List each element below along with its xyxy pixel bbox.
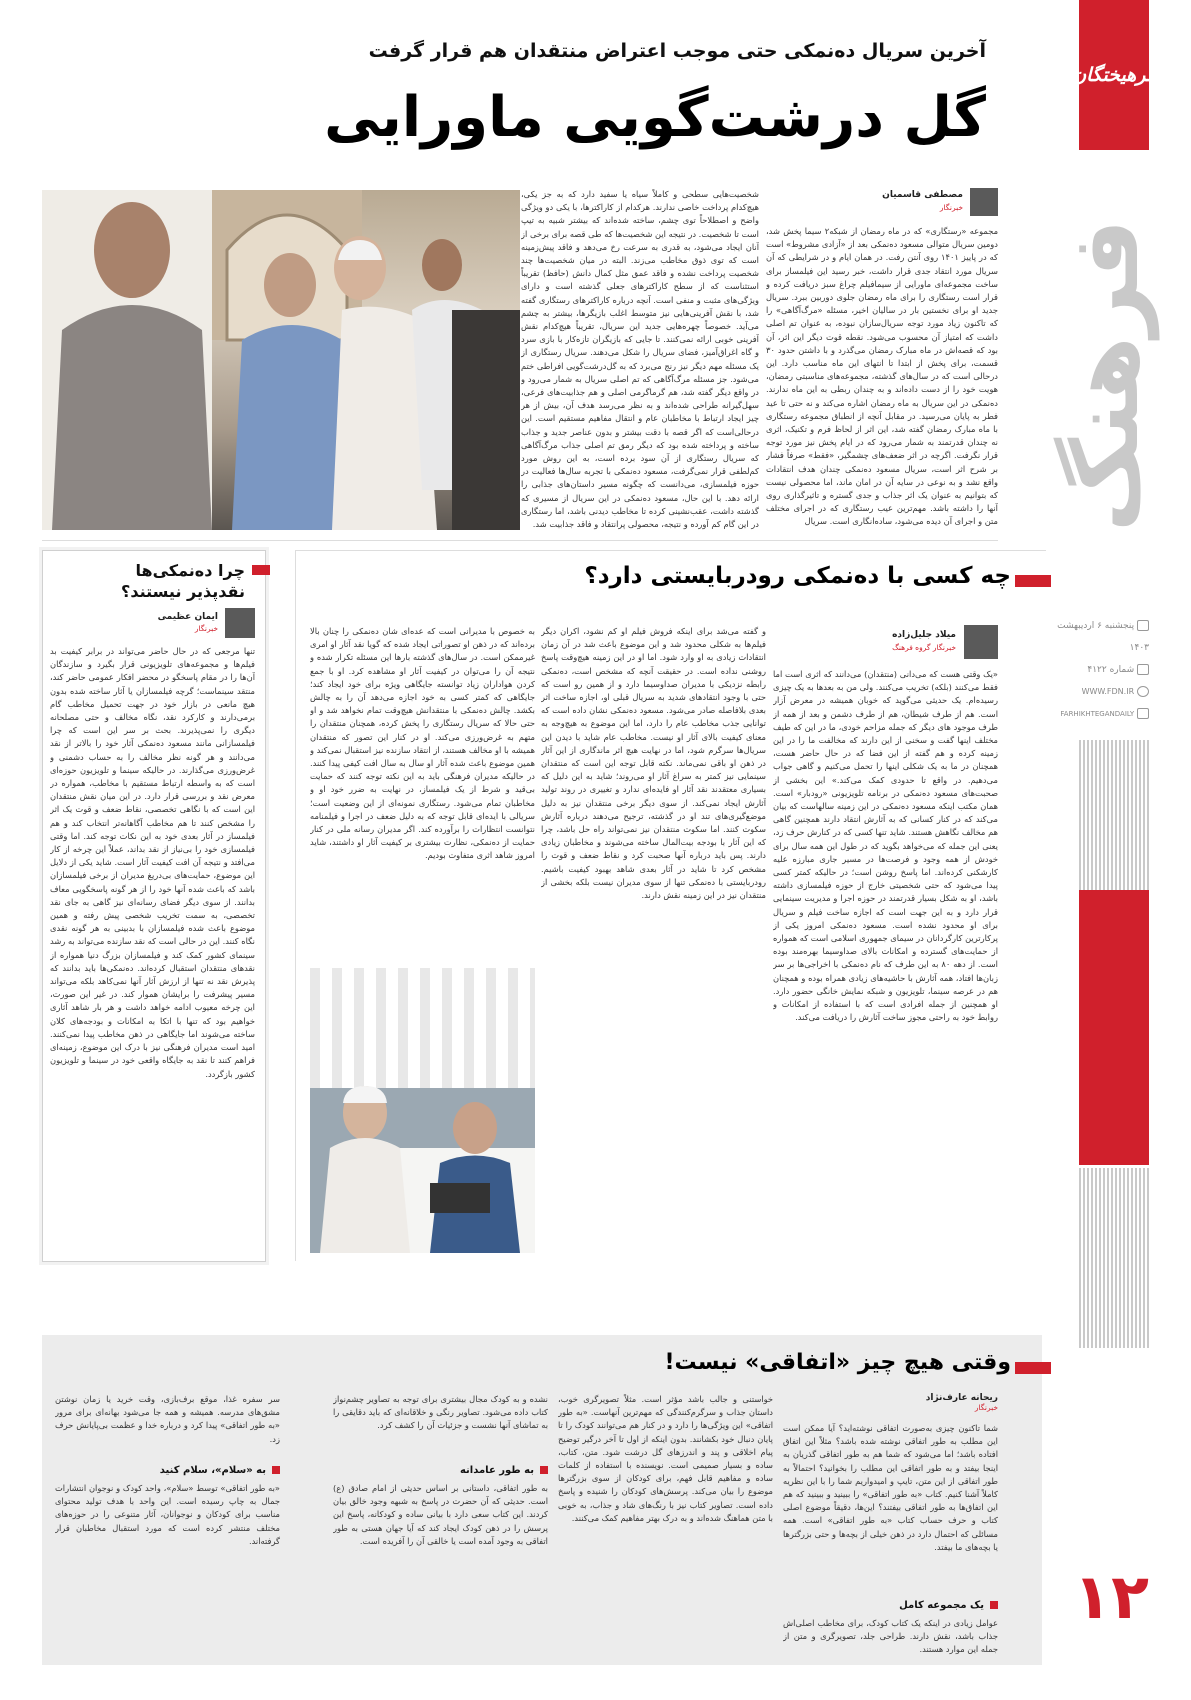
issue-info <box>1039 615 1149 725</box>
article3-col1-sub-body: عوامل زیادی در اینکه یک کتاب کودک، برای مخاطب اصلی‌اش جذاب باشد، نقش دارند. طراحی جلد، تصویرگری و متن از جمله این موارد هستند. <box>783 1618 998 1655</box>
article3-column-1: شما تاکنون چیزی به‌صورت اتفاقی نوشته‌اید؟ آیا ممکن است این مطلب به طور اتفاقی نوشته شده باشد؟ مثلاً این اتفاق افتاده باشد؛ اما می‌شود که شما هم به طور اتفاقی گذریان به اینجا بیفتد و به طور اتفاقی این مطلب را بخوانید؟ احتمالاً به‌ طور اتفاقی از این متن، تایپ و امیدواریم شما را با این نظریه کاملاً آشنا کنیم. کتاب «به طور اتفاقی» را ببینید و ببینید که هم این اتفاق‌ها به طور اتفاقی بیفتند؟ این‌ها، دقیقاً موضوع اصلی کتاب و حرف حساب کتاب «به طور اتفاقی» است. همه مسائلی که احتمال دارد در ذهن خیلی از بچه‌ها و حتی بزرگترها یا بچه‌های ما بیفتد. <box>783 1423 998 1552</box>
right-red-bar <box>1079 890 1149 1165</box>
section-vertical-title <box>1052 160 1160 590</box>
article2-headline: چه کسی با ده‌نمکی رودربایستی دارد؟ <box>584 563 1011 589</box>
article3-column-2: خواستنی و جالب باشد مؤثر است. مثلاً تصویرگری خوب، داستان جذاب و سرگرم‌کنندگی که مهم‌ترین آنهاست. «به طور اتفاقی» این ویژگی‌ها را دارد و در کنار هم می‌توانند کودک را تا پایان دنبال خود بکشانند. بدون اینکه از اول تا آخر درگیر توضیح پیام اخلاقی و پند و اندرزهای گل درشت شود. متن، کتاب، ساده و بسیار صمیمی است. نویسنده با استفاده از کلمات ساده و مفاهیم قابل فهم، برای کودکان از سوی بزرگترها موضوع را بیان می‌کند. پرسش‌های کودکان را شنیده و پاسخ داده است. تصاویر کتاب نیز با رنگ‌های شاد و جذاب، به خوبی با متن هماهنگ شده‌اند و به درک بهتر مفاهیم کمک می‌کنند. <box>558 1394 773 1523</box>
author-role: خبرنگار <box>194 624 218 633</box>
sidebar-author <box>50 608 255 638</box>
article2-column-1: «یک وقتی هست که می‌دانی (منتقدان) می‌دانند که اثری است اما فقط می‌کنند (بلکه) تخریب می‌کنند. ولی من به بعدها به یک چیزی رسیده‌ام. یک حدیثی می‌گوید که خوبان همیشه در معرض آزار است. هم از طرف شیطان، هم از طرف دشمن و بعد از همه از طرف موجود های دیگر که جمله مزاحم خودی، ما در این که طیف مختلف اینها گفت و سخنی از این دارند که مخالفت ما را در این زمینه کرده و هم گفته از این فضا که در حال حاضر هست، همچنان در ما به یک شکلی اینها را تحمل می‌کنیم و گاهی جواب می‌دهیم. در واقع تا حدودی کمک می‌کند.» این بخشی از صحبت‌های مسعود ده‌نمکی در برنامه تلویزیونی «رودبار» است. همان مکتب اینکه مسعود ده‌نمکی در این زمینه سالهاست که بیان می‌کند که در کنار کسانی که به آثارش انتقاد دارند همچنین گاهی هم مخالف نگاهش هستند. شاید تنها کسی که در کنارش حرف زد، یعنی این جمله که می‌خواهد بگوید که در طول این همه سال برای خودش از همه وجود و فرصت‌ها در مسیر جاری مبارزه علیه کارشکنی کرده‌اند. اما پاسخ روشن است؛ در حالیکه کمتر کسی پیدا می‌شود که حتی شخصیتی خارج از حوزه فیلمسازی داشته باشد، او به شکل بسیار قدرتمند در حوزه اجرا و مدیریت سینمایی قرار دارد و به این جهت است که اجازه ساخت فیلم و سریال برای او محدود نشده است. مسعود ده‌نمکی امروز یکی از پرکارترین کارگردانان در سیمای جمهوری اسلامی است که همواره از حمایت‌های گسترده و امکانات بالای صداوسیما بهره‌مند بوده است. از دهه ۸۰ به این طرف که نام ده‌نمکی با اخراجی‌ها بر سر زبان‌ها افتاد، همه آثارش با حاشیه‌های زیادی همراه بوده و همچنان هم در عرصه سینما، تلویزیون و شبکه نمایش خانگی حضور دارد. او همچنین از جمله افرادی است که با استفاده از امکانات و روابط خود به راحتی مجوز ساخت آثارش را دریافت می‌کند. <box>773 669 998 1023</box>
date-row <box>1039 615 1149 659</box>
article3-col1-subhead <box>783 1600 998 1611</box>
author-name: ایمان عظیمی <box>157 612 218 622</box>
photo-scene-illustration <box>310 968 535 1253</box>
author-role: خبرنگار <box>939 203 963 212</box>
page-number: ۱۲ <box>1073 1560 1149 1633</box>
website-row <box>1039 681 1149 703</box>
sidebar-title <box>50 560 245 602</box>
divider-top <box>42 540 998 541</box>
website[interactable]: WWW.FDN.IR <box>1081 687 1135 696</box>
article2-column-2: و گفته می‌شد برای اینکه فروش فیلم او کم نشود، اکران دیگر فیلم‌ها به شکلی محدود شد و این موضوع باعث شد در آن زمان انتقادات زیادی به او وارد شود. اما او در این زمینه هیچ‌وقت پاسخ روشنی نداده است. در حقیقت آنچه که مشخص است، ده‌نمکی رابطه نزدیکی با مدیران صداوسیما دارد و از همین رو است که حتی با وجود انتقادهای شدید به سریال قبلی او، اجازه ساخت اثر بعدی بلافاصله صادر می‌شود. مسعود ده‌نمکی نشان داده است که توانایی جذب مخاطب عام را دارد، اما این موضوع به هیچ‌وجه به معنای کیفیت بالای آثار او نیست. مخاطب عام شاید با دیدن این سریال‌ها سرگرم شود، اما در نهایت هیچ اثر ماندگاری از این آثار در ذهن او باقی نمی‌ماند. نکته قابل توجه این است که منتقدان سینمایی نیز کمتر به سراغ آثار او می‌روند؛ شاید به این دلیل که بسیاری معتقدند نقد آثار او فایده‌ای ندارد و تغییری در روند تولید آثارش ایجاد نمی‌کند. از سوی دیگر برخی منتقدان نیز به دلیل موضع‌گیری‌های تند او در گذشته، ترجیح می‌دهند درباره آثارش سکوت کنند. اما سکوت منتقدان نیز نمی‌تواند راه حل باشد، چرا که این آثار با بودجه بیت‌المال ساخته می‌شوند و مخاطبان زیادی دارند. پس باید درباره آنها صحبت کرد و نقاط ضعف و قوت را مشخص کرد تا شاید در آثار بعدی شاهد بهبود کیفیت باشیم. رودربایستی با ده‌نمکی تنها از سوی مدیران نیست بلکه بخشی از منتقدان نیز در این زمینه نقش دارند. <box>541 626 766 901</box>
article1-column-1: مجموعه «رستگاری» که در ماه رمضان از شبکه۲ سیما پخش شد، دومین سریال متوالی مسعود ده‌نمکی بعد از «آزادی مشروط» است که در پاییز ۱۴۰۱ روی آنتن رفت. در همان ایام و در شرایطی که آن سریال مورد انتقاد جدی قرار داشت، خبر رسید این فیلمساز برای ساخت مجموعه‌ای ماورایی از سیمافیلم چراغ سبز دریافت کرده و قرار است رستگاری را برای ماه رمضان جلوی دوربین ببرد. سریال جدید او برای نخستین بار در سالیان اخیر، مسئله «مرگ‌آگاهی» را که تاکنون زیاد مورد توجه سریال‌سازان نبوده، به عنوان تم اصلی داشت که امتیاز آن محسوب می‌شود. نقطه قوت دیگر این اثر، آن بود که قصه‌اش در ماه مبارک رمضان می‌گذرد و با داشتن حدود ۳۰ قسمت، برای پخش از ابتدا تا انتهای این ماه مناسب دارد. این درحالی است که در سال‌های گذشته، مجموعه‌های مناسبتی رمضان، هویت خود را از دست داده‌اند و به چندان ربطی به این ماه ندارند. ده‌نمکی در این سریال به ماه رمضان اشاره می‌کند و نه حتی تا عید فطر به پایان می‌رسید. در مقابل آنچه از انطباق مجموعه رستگاری با ماه مبارک رمضان گفته شد، این اثر از لحاظ فرم و تکنیک، اثری نه چندان قدرتمند به شمار می‌رود که در ایام پخش نیز مورد توجه قرار نگرفت. اگرچه در اثر ضعف‌های چشمگیر، «فقط» صرفاً فشار بر شرح اثر است، سریال مسعود ده‌نمکی چندان هدف انتقادات واقع نشد و به نوعی در سایه آن در امان ماند، اما محصولی نیست که بتوانیم به عنوان یک اثر جذاب و جدی گستره و تاثیرگذاری روی آنها را داشته باشد. مهم‌ترین عیب رستگاری که در اجرای مختلف متن و اجرای آن دیده می‌شود، ساده‌انگاری است. سریال <box>766 226 998 527</box>
author-name: میلاد جلیل‌زاده <box>892 630 956 640</box>
article2-column-3: به خصوص با مدیرانی است که عده‌ای شان ده‌نمکی را چنان بالا برده‌اند که در ذهن او تصوراتی ایجاد شده که گویا نقد آثار او امری غیرممکن است. در سال‌های گذشته بارها این مسئله تکرار شده و نتیجه آن را می‌توان در کیفیت آثار او مشاهده کرد. او با جمع کردن هواداران زیاد توانسته جایگاهی ویژه برای خود ایجاد کند؛ جایگاهی که کمتر کسی به خود اجازه می‌دهد آن را به چالش بکشد. چالش ده‌نمکی با منتقدانش هیچ‌وقت تمام نخواهد شد و او حتی حالا که سریال رستگاری را پخش کرده، همچنان منتقدان را متهم به غرض‌ورزی می‌کند. او در کنار این تصور که منتقدان همیشه با او مخالف هستند، از انتقاد سازنده نیز استقبال نمی‌کند و همین موضوع باعث شده آثار او سال به سال افت کیفی پیدا کنند. در حالیکه مدیران فرهنگی باید به این نکته توجه کنند که حمایت بی‌قید و شرط از یک فیلمساز، در نهایت به ضرر خود او و مخاطبان تمام می‌شود. رستگاری نمونه‌ای از این وضعیت است؛ سریالی با ایده‌ای قابل توجه که به دلیل ضعف در اجرا و فیلمنامه نتوانست انتظارات را برآورده کند. اگر مدیران رسانه ملی در کنار حمایت از ده‌نمکی، نظارت بیشتری بر کیفیت آثار او داشتند، شاید امروز شاهد اثری متفاوت بودیم. <box>310 626 535 861</box>
author-avatar <box>964 625 998 659</box>
article3-column-3: نشده و به کودک مجال بیشتری برای توجه به تصاویر چشم‌نواز کتاب داده می‌شود. تصاویر رنگی و خلاقانه‌ای که باید دقایقی را به تماشای آنها نشست و جزئیات آن را کشف کرد. <box>333 1394 548 1431</box>
subhead-marker <box>272 1466 280 1474</box>
right-hatch-bottom <box>1079 1168 1149 1348</box>
author-role: خبرنگار <box>974 1403 998 1412</box>
article3-author <box>783 1393 998 1417</box>
article2-red-accent <box>1015 575 1051 587</box>
article1-column-2: شخصیت‌هایی سطحی و کاملاً سیاه یا سفید دارد که به جز یکی، هیچ‌کدام پرداخت خاصی ندارند. هرکدام از کاراکترها، با یکی دو ویژگی واضح و اصطلاحاً توی چشم، ساخته شده‌اند که بیشتر شبیه به تیپ است تا شخصیت. در نتیجه این شخصیت‌ها که طی قصه برای برخی از آنان ایجاد می‌شود، به قدری به سرعت رخ می‌دهد و فاقد پیش‌زمینه است که توی ذوق مخاطب می‌زند. البته در میان شخصیت‌ها چند شخصیت پرداخت نشده و فاقد عمق مثل کمال دانش (حافظ) تقریباً استثناست که از سطح کاراکترهای جعلی گذشته است و دارای ویژگی‌های مثبت و منفی است. آنچه درباره کاراکترهای رستگاری گفته شد، با نقش آفرینی‌هایی نیز متوسط اغلب بازیگرها، بیشتر به چشم می‌آید. خصوصاً چهره‌هایی جدید این سریال، تقریباً هیچ‌کدام نقش آفرینی خوبی ارائه نمی‌کنند. تا جایی که بازیگران تازه‌کار با بازی سرد و گاه اغراق‌آمیز، فضای سریال را شکل می‌دهند. سریال رستگاری از یک مسئله مهم دیگر نیز رنج می‌برد که به گل‌درشت‌گویی افراطی ختم می‌شود. جز مسئله مرگ‌آگاهی که تم اصلی سریال به شمار می‌رود و در واقع دیگر گفته شد، هم گرماگرمی اصلی و هم جذابیت‌های فرعی، سهل‌گیرانه طراحی شده‌اند و به نظر می‌رسد هدف آن، بیش از هر چیز ایجاد ارتباط با مخاطبان عام و انتقال مفاهیم مستقیم است. این درحالی‌است که اگر قصه با دقت بیشتر و بدون عناصر جدید و جذاب ساخته و پرداخته شده بود که دیگر رمق تم اصلی جذاب مرگ‌آگاهی که سریال رستگاری از آن سود برده است، به این روش مورد کم‌لطفی قرار نمی‌گرفت، مسعود ده‌نمکی با تجربه سال‌ها فعالیت در حوزه فیلمسازی، می‌دانست که چگونه مسیر داستان‌های جذابی را ارائه دهد. با این حال، مسعود ده‌نمکی در این سریال از مسیری که گذشته داشت، عقب‌نشینی کرده تا مخاطب دیدنی باشد، اما رستگاری در این گام کم آورده و نتیجه، محصولی پرانتقاد و فاقد جذابیت شد. <box>521 189 759 530</box>
sidebar-red-accent <box>252 565 270 575</box>
globe-icon <box>1137 686 1149 697</box>
photo-scene-illustration <box>42 190 520 530</box>
brand-block <box>1072 0 1156 150</box>
article3-col3-subhead <box>333 1465 548 1476</box>
article2-author <box>773 625 998 665</box>
brand-logo: فرهیختگان <box>1072 64 1156 86</box>
subhead-marker <box>540 1466 548 1474</box>
share-icon <box>1137 708 1149 719</box>
author-avatar <box>225 608 255 638</box>
subhead-text: به طور عامدانه <box>459 1465 534 1476</box>
article2-photo <box>310 968 535 1253</box>
article3-col4-sub-body: «به طور اتفاقی» توسط «سلام»، واحد کودک و نوجوان انتشارات جمال به چاپ رسیده است. این واحد با هدف تولید محتوای مناسب برای کودکان و نوجوانان، آثار متنوعی را در حوزه‌های مختلف منتشر کرده است که مورد استقبال مخاطبان قرار گرفته‌اند. <box>55 1483 280 1546</box>
article1-headline: گل درشت‌گویی ماورایی <box>324 85 986 150</box>
author-role: خبرنگار گروه فرهنگ <box>892 643 956 652</box>
author-name: مصطفی قاسمیان <box>882 190 963 200</box>
author-name: ریحانه عارف‌نژاد <box>925 1393 998 1403</box>
issue-date: پنجشنبه ۶ اردیبهشت ۱۴۰۳ <box>1057 621 1149 653</box>
subhead-text: به «سلام»، سلام کنید <box>159 1465 266 1476</box>
author-avatar <box>970 188 998 216</box>
subhead-text: یک مجموعه کامل <box>899 1600 984 1611</box>
article3-headline: وقتی هیچ چیز «اتفاقی» نیست! <box>664 1350 1011 1375</box>
article1-photo <box>42 190 520 530</box>
article3-column-4: سر سفره غذا، موقع برف‌بازی، وقت خرید یا زمان نوشتن مشق‌های مدرسه. همیشه و همه جا می‌شود بهانه‌ای برای مرور «به طور اتفاقی» پیدا کرد و درباره خدا و عظمت بی‌پایانش حرف زد. <box>55 1394 280 1444</box>
article3-col4-subhead <box>55 1465 280 1476</box>
sidebar-title-line1: چرا ده‌نمکی‌ها <box>135 561 245 580</box>
issue-number: شماره ۴۱۲۲ <box>1087 665 1135 675</box>
right-hatch-top <box>1079 740 1149 890</box>
social-row <box>1039 703 1149 725</box>
calendar-icon <box>1137 620 1149 631</box>
article3-col3-sub-body: به طور اتفاقی، داستانی بر اساس حدیثی از امام صادق (ع) است. حدیثی که آن حضرت در پاسخ به شبهه وجود خالق بیان کردند. این کتاب سعی دارد با بیانی ساده و کودکانه، پاسخ این پرسش را در ذهن کودک ایجاد کند که آیا جهان هستی به طور اتفاقی به وجود آمده است یا خالقی آن را آفریده است. <box>333 1483 548 1546</box>
section-name: فرهنگ <box>1052 218 1160 532</box>
sidebar-body: تنها مرجعی که در حال حاضر می‌تواند در برابر کیفیت بد فیلم‌ها و مجموعه‌های تلویزیونی قرار بگیرد و سازندگان آن‌ها را در مقام پاسخگو در محضر افکار عمومی حاضر کند، منتقد سینماست؛ گرچه فیلمسازان یا آثار ساخته شده بدون هیچ مانعی در بازار خود در جهت تحمیل مخاطب گام برمی‌دارند و کارکرد نقد، نگاه مخالف و حتی مصلحانه دیگری را نمی‌پذیرند. بحث بر سر این است که چرا فیلمسازانی مانند مسعود ده‌نمکی آثار خود را بالاتر از نقد می‌دانند و هر گونه نظر مخالف را به حساب دشمنی و غرض‌ورزی می‌گذارند. در حالیکه سینما و تلویزیون حوزه‌ای است که به واسطه ارتباط مستقیم با مخاطب، همواره در معرض نقد و بررسی قرار دارد. در این میان نقش منتقدان این است که با نگاهی تخصصی، نقاط ضعف و قوت یک اثر را مشخص کنند تا هم مخاطب آگاهانه‌تر انتخاب کند و هم فیلمساز در آثار بعدی خود به این نکات توجه کند. اما وقتی فیلمسازی خود را بی‌نیاز از نقد بداند، عملاً این چرخه از کار می‌افتد و نتیجه آن افت کیفیت آثار است. شاید یکی از دلایل این موضوع، حمایت‌های بی‌دریغ مدیران از برخی فیلمسازان باشد که باعث شده آنها خود را از هر گونه پاسخگویی معاف بدانند. از سوی دیگر فضای رسانه‌ای نیز گاهی به جای نقد تخصصی، به سمت تخریب شخصی پیش رفته و همین موضوع باعث شده فیلمسازان با بدبینی به هر گونه نقدی نگاه کنند. این در حالی است که نقد سازنده می‌تواند به رشد سینمای کشور کمک کند و فیلمسازان بزرگ دنیا همواره از نقدهای منتقدان استقبال کرده‌اند. ده‌نمکی‌ها باید بدانند که پذیرش نقد نه تنها از ارزش آثار آنها نمی‌کاهد بلکه می‌تواند مسیر پیشرفت را برایشان هموار کند. در غیر این صورت، این چرخه معیوب ادامه خواهد داشت و هر بار شاهد آثاری خواهیم بود که تنها با اتکا به امکانات و بودجه‌های کلان ساخته می‌شوند اما جایگاهی در ذهن مخاطب پیدا نمی‌کنند. امید است مدیران فرهنگی نیز با درک این موضوع، زمینه‌ای فراهم کنند تا نقد به جایگاه واقعی خود در سینما و تلویزیون کشور بازگردد. <box>50 646 255 1079</box>
social-handle[interactable]: FARHIKHTEGANDAILY <box>1060 710 1135 718</box>
document-icon <box>1137 664 1149 675</box>
article3-red-accent <box>1015 1362 1051 1374</box>
sidebar-title-line2: نقدپذیر نیستند؟ <box>121 582 245 601</box>
article1-author <box>768 188 998 218</box>
issue-row <box>1039 659 1149 681</box>
subhead-marker <box>990 1601 998 1609</box>
article1-kicker: آخرین سریال ده‌نمکی حتی موجب اعتراض منتقدان هم قرار گرفت <box>368 40 986 62</box>
